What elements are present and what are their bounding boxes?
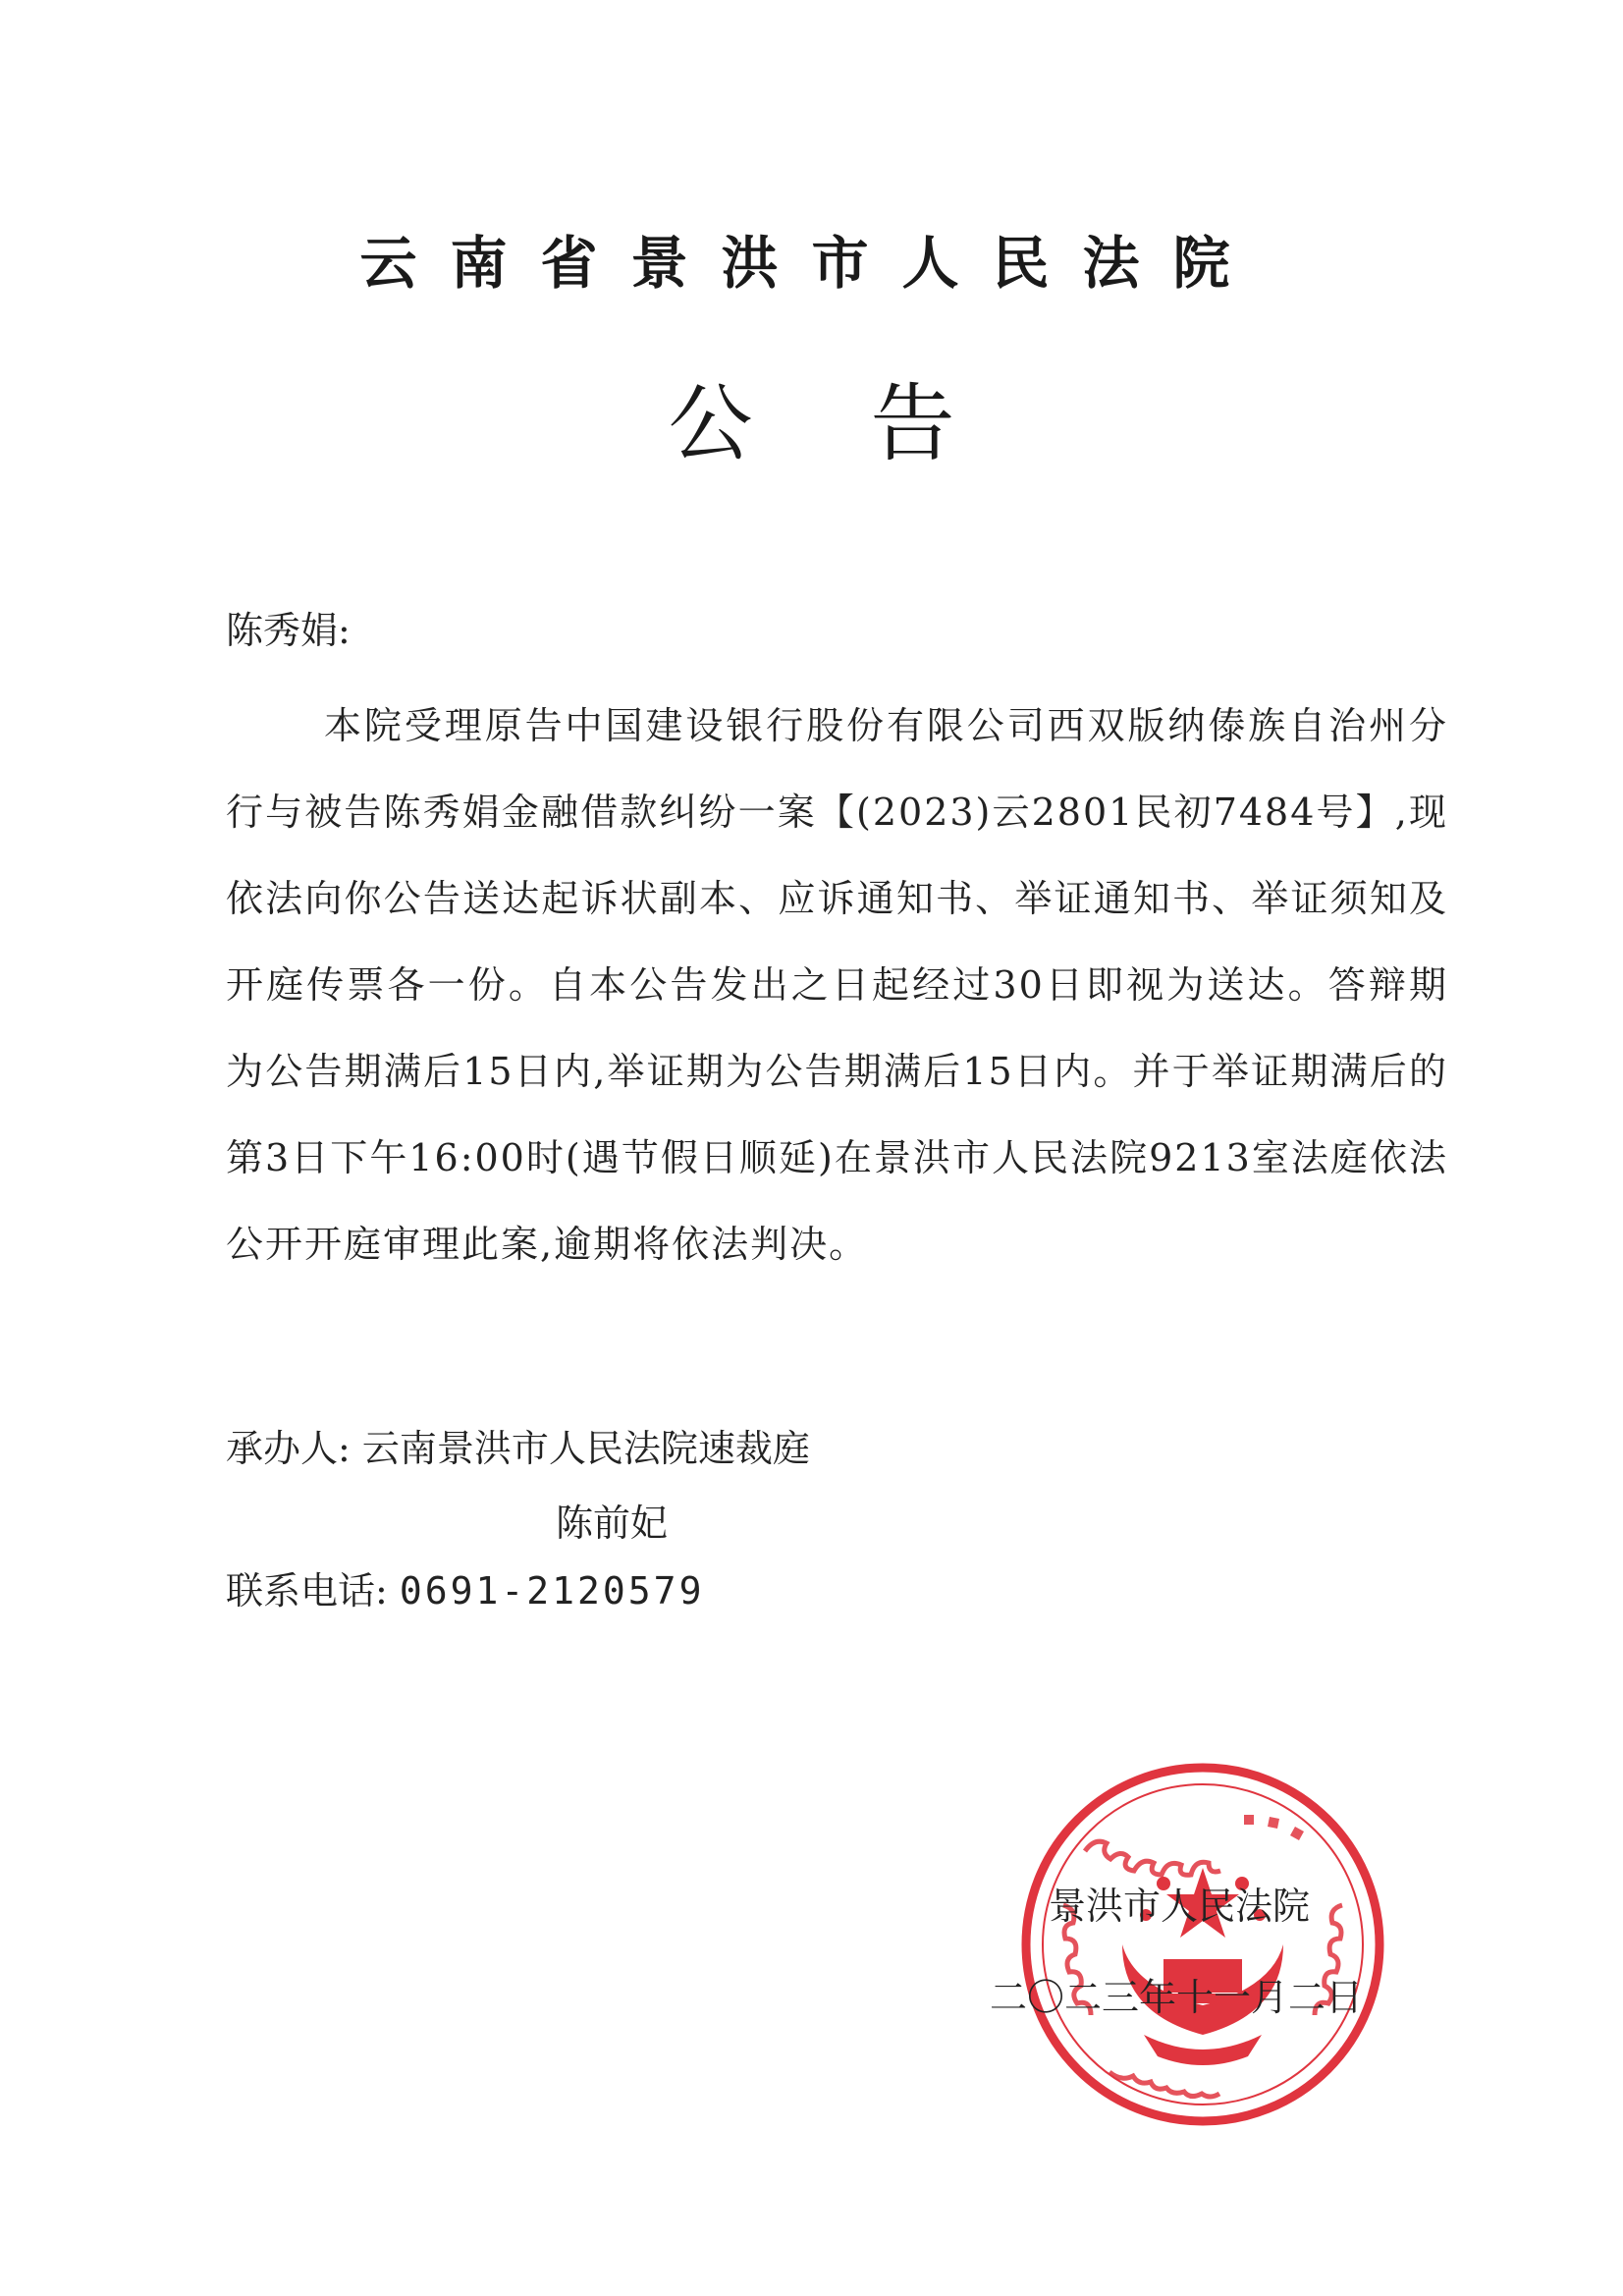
- contact-label: 联系电话:: [226, 1569, 388, 1613]
- notice-body: 本院受理原告中国建设银行股份有限公司西双版纳傣族自治州分行与被告陈秀娟金融借款纠纷一案【(2023)云2801民初7484号】,现依法向你公告送达起诉状副本、应诉通知书、举证通知书、举证须知及开庭传票各一份。自本公告发出之日起经过30日即视为送达。答辩期为公告期满后15日内,举证期为公告期满后15日内。并于举证期满后的第3日下午16:00时(遇节假日顺延)在景洪市人民法院9213室法庭依法公开开庭审理此案,逾期将依法判决。: [226, 704, 1448, 1266]
- notice-title: 公告: [668, 375, 1073, 473]
- contact-phone: 0691-2120579: [399, 1569, 705, 1613]
- handler-label: 承办人:: [226, 1427, 351, 1470]
- handler-name: 陈前妃: [556, 1502, 669, 1545]
- signature-date: 二〇二三年十一月二日: [990, 1976, 1364, 2019]
- court-name-heading: 云南省景洪市人民法院: [359, 230, 1264, 297]
- court-seal-icon: [1016, 1758, 1389, 2131]
- contact-line: [226, 1561, 704, 1620]
- handler-line: [226, 1419, 810, 1478]
- signature-court: 景洪市人民法院: [1049, 1885, 1311, 1928]
- handler-department: 云南景洪市人民法院速裁庭: [361, 1427, 810, 1470]
- addressee: 陈秀娟:: [226, 609, 351, 652]
